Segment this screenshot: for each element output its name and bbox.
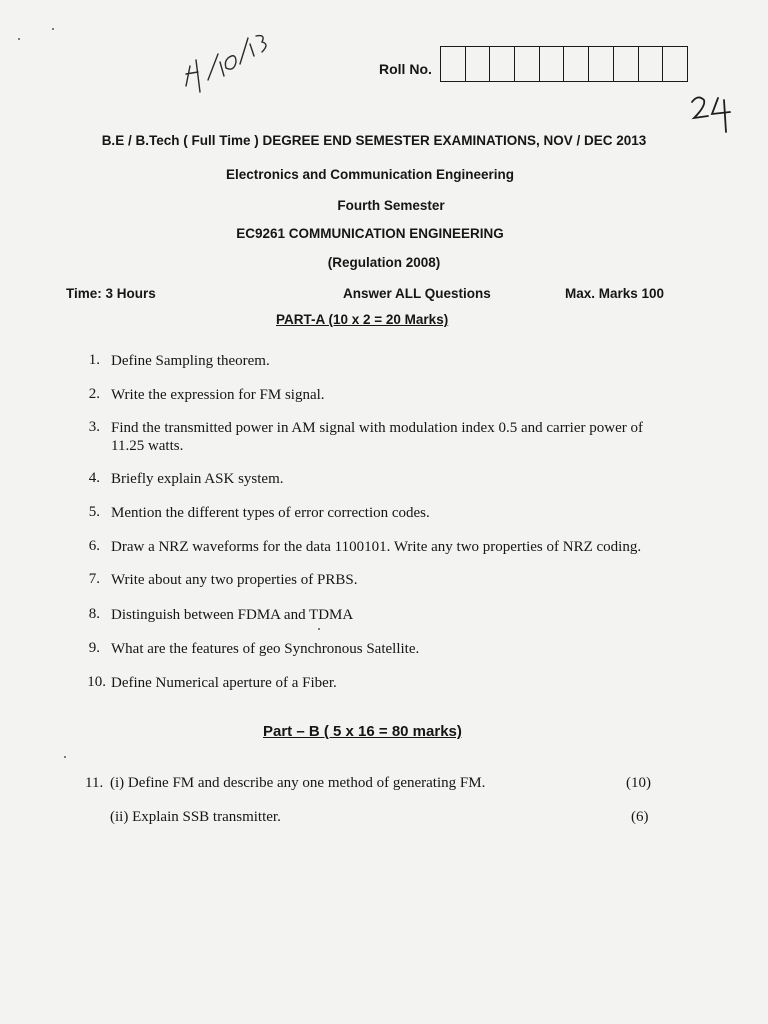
scan-speck <box>64 756 66 758</box>
question-text: Distinguish between FDMA and TDMA <box>111 607 354 623</box>
question-text: (ii) Explain SSB transmitter. <box>110 809 281 825</box>
question-number: 5. <box>88 504 100 520</box>
roll-number-label: Roll No. <box>379 61 432 77</box>
question-number: 4. <box>88 470 100 486</box>
handwritten-date <box>178 28 273 98</box>
question-number: 3. <box>88 419 100 435</box>
question-number: 6. <box>88 538 100 554</box>
part-b-heading: Part – B ( 5 x 16 = 80 marks) <box>263 723 462 740</box>
question-marks: (10) <box>626 775 651 791</box>
question-text: Briefly explain ASK system. <box>111 471 284 487</box>
question-text: (i) Define FM and describe any one method of generating FM. <box>110 775 486 791</box>
question-number: 2. <box>88 386 100 402</box>
question-number: 8. <box>88 606 100 622</box>
roll-number-box <box>514 47 539 81</box>
question-text: Find the transmitted power in AM signal with modulation index 0.5 and carrier power of 11.25 watts. <box>111 420 643 454</box>
roll-number-box <box>638 47 663 81</box>
roll-number-boxes <box>440 46 688 82</box>
question-marks: (6) <box>631 809 649 825</box>
roll-number-box <box>465 47 490 81</box>
semester: Fourth Semester <box>337 198 445 213</box>
scan-speck <box>318 628 320 630</box>
question-text: Define Sampling theorem. <box>111 353 270 369</box>
question-text: Draw a NRZ waveforms for the data 1100101. Write any two properties of NRZ coding. <box>111 539 642 555</box>
instruction: Answer ALL Questions <box>343 286 491 301</box>
question-number: 10. <box>87 674 106 690</box>
question-number: 11. <box>85 775 104 791</box>
question-number: 9. <box>88 640 100 656</box>
course-title: EC9261 COMMUNICATION ENGINEERING <box>236 226 504 241</box>
max-marks: Max. Marks 100 <box>565 286 665 301</box>
roll-number-box <box>539 47 564 81</box>
question-text: Mention the different types of error correction codes. <box>111 505 430 521</box>
scan-speck <box>52 28 54 30</box>
roll-number-box <box>563 47 588 81</box>
roll-number-box <box>613 47 638 81</box>
part-a-heading: PART-A (10 x 2 = 20 Marks) <box>276 312 449 327</box>
roll-number-box <box>662 47 687 81</box>
question-text: Write the expression for FM signal. <box>111 387 325 403</box>
exam-title: B.E / B.Tech ( Full Time ) DEGREE END SEMESTER EXAMINATIONS, NOV / DEC 2013 <box>101 133 647 148</box>
question-number: 7. <box>88 571 100 587</box>
department: Electronics and Communication Engineering <box>225 167 515 182</box>
question-text: What are the features of geo Synchronous Satellite. <box>111 641 420 657</box>
time-allowed: Time: 3 Hours <box>66 286 156 301</box>
roll-number-box <box>441 47 465 81</box>
roll-number-box <box>489 47 514 81</box>
roll-number-box <box>588 47 613 81</box>
regulation: (Regulation 2008) <box>327 255 441 270</box>
question-text: Write about any two properties of PRBS. <box>111 572 358 588</box>
question-number: 1. <box>88 352 100 368</box>
question-text: Define Numerical aperture of a Fiber. <box>111 675 337 691</box>
scan-speck <box>18 38 20 40</box>
